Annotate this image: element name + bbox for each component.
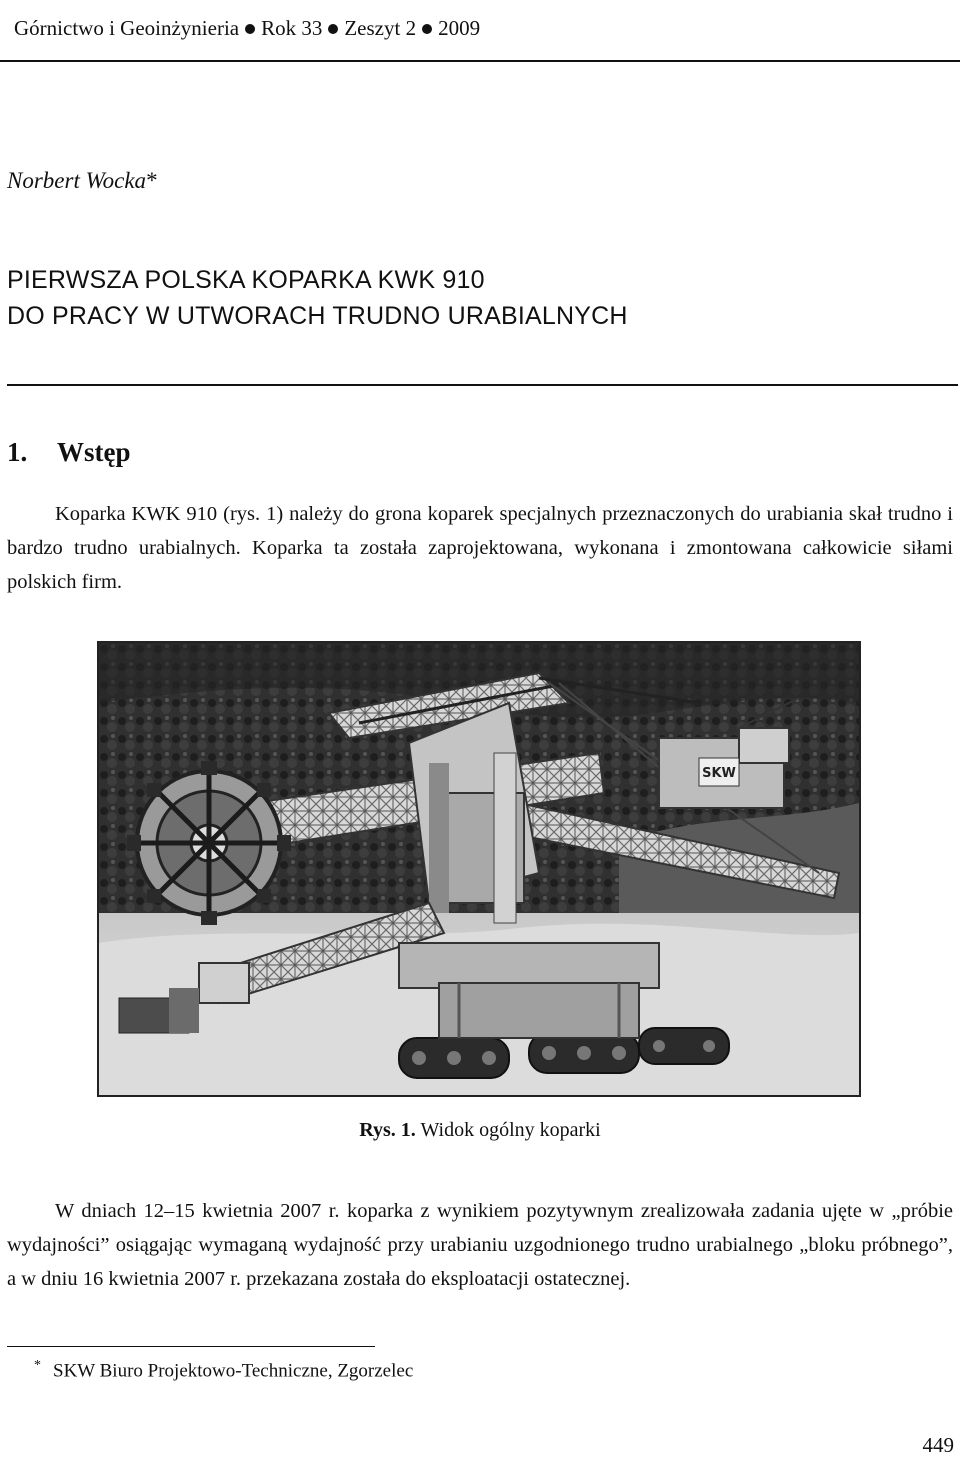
footnote-text: SKW Biuro Projektowo-Techniczne, Zgorzelec (53, 1360, 414, 1382)
author-name: Norbert Wocka (7, 168, 147, 193)
cabin-sign: SKW (702, 766, 736, 781)
bucket-wheel (127, 761, 291, 925)
bullet-icon (245, 24, 255, 34)
section-number: 1. (7, 437, 28, 467)
bullet-icon (328, 24, 338, 34)
journal-year: 2009 (438, 16, 481, 40)
bullet-icon (422, 24, 432, 34)
journal-header-text (14, 16, 480, 41)
excavator-illustration (99, 643, 859, 1095)
footnote-divider (7, 1346, 375, 1347)
journal-header (0, 0, 960, 62)
paper-title-line-2: DO PRACY W UTWORACH TRUDNO URABIALNYCH (7, 302, 628, 330)
figure-label: Rys. 1. (359, 1119, 416, 1141)
paper-title-line-1: PIERWSZA POLSKA KOPARKA KWK 910 (7, 266, 485, 294)
paragraph-test-results: W dniach 12–15 kwietnia 2007 r. koparka z wynikiem pozytywnym zrealizowała zadania ujęte w „próbie wydajności” osiągając wymaganą wydajność przy urabianiu uzgodnionego trudno urabialnego „bloku próbnego”, a w dniu 16 kwietnia 2007 r. przekazana została do eksploatacji ostatecznej. (7, 1200, 953, 1290)
page-number: 449 (922, 1433, 954, 1457)
footnote (34, 1358, 413, 1382)
journal-name: Górnictwo i Geoinżynieria (14, 16, 240, 40)
section-title: Wstęp (57, 437, 131, 467)
journal-issue: Zeszyt 2 (344, 16, 417, 40)
author (7, 168, 158, 194)
excavator-photo (97, 641, 861, 1097)
title-divider (7, 384, 958, 386)
figure-caption-text: Widok ogólny koparki (420, 1119, 601, 1141)
paper-title (7, 262, 628, 334)
paragraph-intro: Koparka KWK 910 (rys. 1) należy do grona koparek specjalnych przeznaczonych do urabiania skał trudno i bardzo trudno urabialnych. Koparka ta została zaprojektowana, wykonana i zmontowana całkowicie siłami polskich firm. (7, 503, 953, 593)
section-heading (7, 437, 131, 468)
figure-caption (0, 1119, 960, 1142)
journal-volume: Rok 33 (261, 16, 323, 40)
author-footnote-mark: * (146, 168, 158, 193)
footnote-mark: * (34, 1358, 41, 1373)
